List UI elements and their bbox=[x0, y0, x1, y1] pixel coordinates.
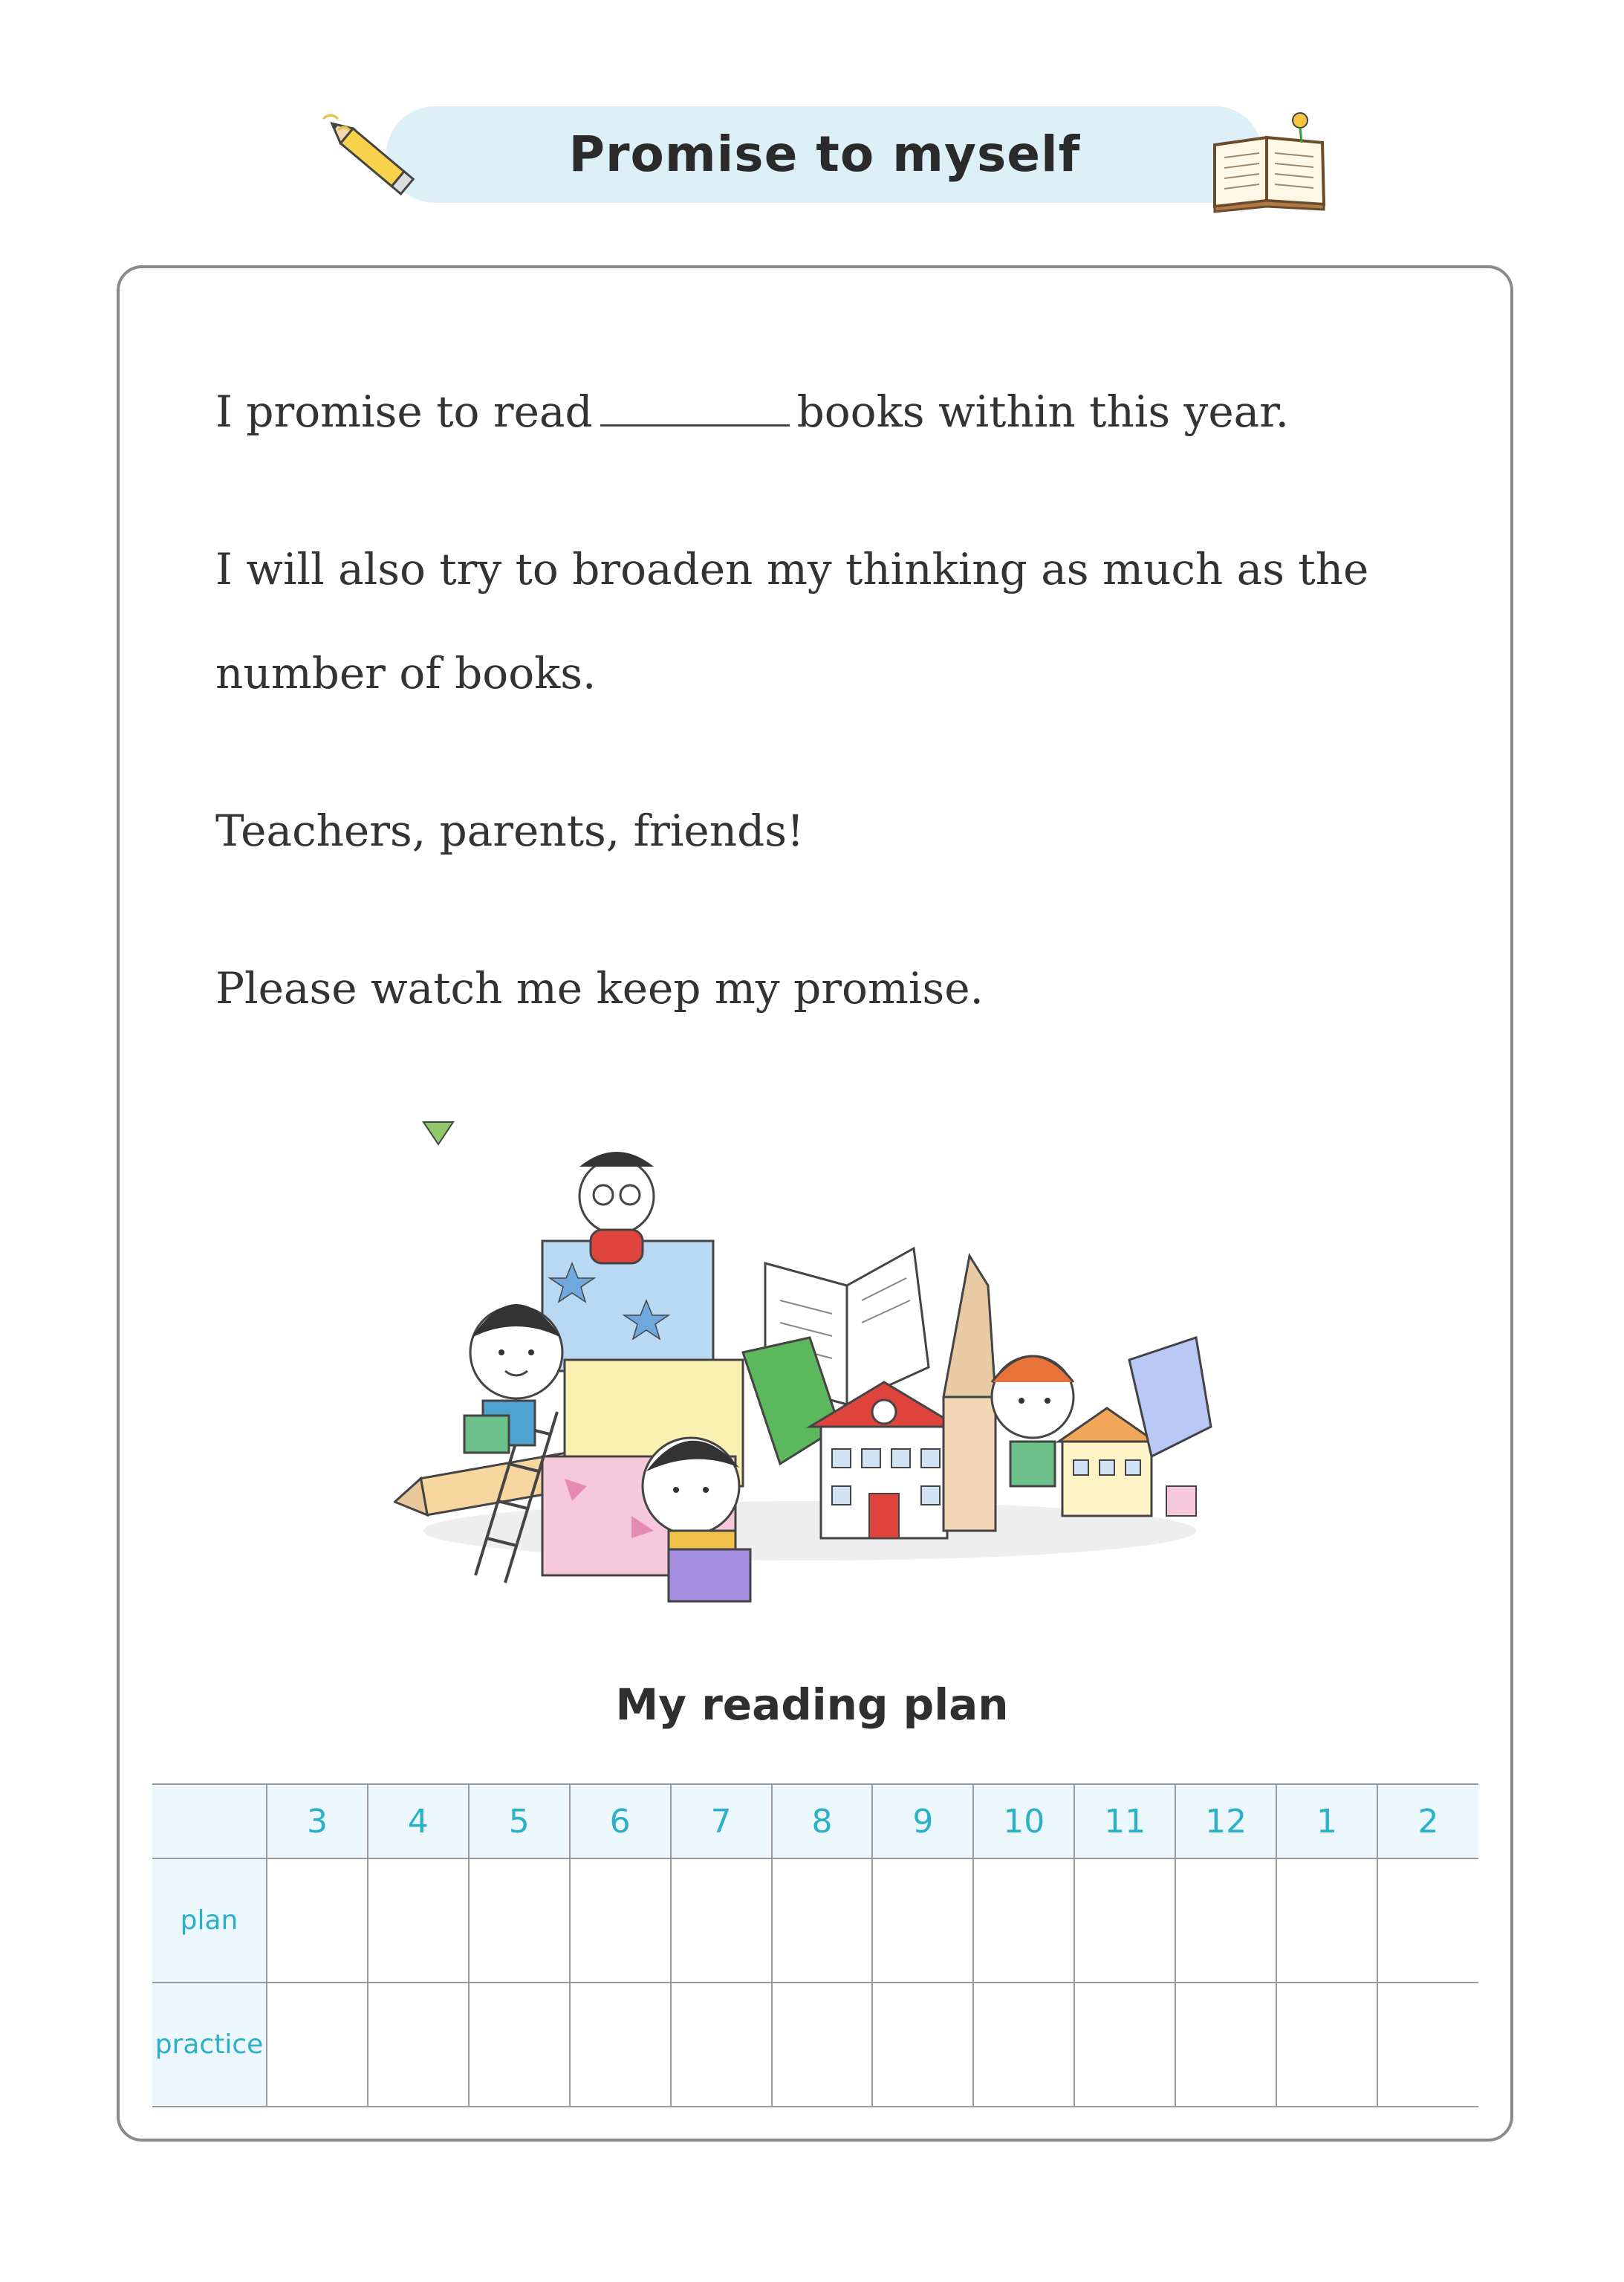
practice-cell[interactable] bbox=[973, 1983, 1074, 2107]
plan-cell[interactable] bbox=[772, 1858, 873, 1983]
plan-cell[interactable] bbox=[872, 1858, 973, 1983]
plan-cell[interactable] bbox=[570, 1858, 671, 1983]
plan-cell[interactable] bbox=[1276, 1858, 1377, 1983]
month-header: 10 bbox=[973, 1784, 1074, 1858]
open-book-icon bbox=[1204, 104, 1337, 215]
practice-cell[interactable] bbox=[1377, 1983, 1478, 2107]
month-header: 11 bbox=[1074, 1784, 1175, 1858]
plan-cell[interactable] bbox=[267, 1858, 368, 1983]
page-title: Promise to myself bbox=[568, 126, 1081, 183]
row-label-practice: practice bbox=[152, 1983, 267, 2107]
practice-cell[interactable] bbox=[772, 1983, 873, 2107]
month-header: 2 bbox=[1377, 1784, 1478, 1858]
month-header: 3 bbox=[267, 1784, 368, 1858]
plan-cell[interactable] bbox=[671, 1858, 772, 1983]
practice-cell[interactable] bbox=[1074, 1983, 1175, 2107]
practice-row bbox=[152, 1983, 1478, 2107]
title-banner bbox=[386, 106, 1263, 203]
promise-line-3: number of books. bbox=[215, 648, 597, 698]
row-label-plan: plan bbox=[152, 1858, 267, 1983]
reading-plan-title: My reading plan bbox=[615, 1679, 1009, 1730]
promise-line-2: I will also try to broaden my thinking as much as the bbox=[215, 544, 1369, 594]
month-header-row bbox=[152, 1784, 1478, 1858]
practice-cell[interactable] bbox=[267, 1983, 368, 2107]
pencil-icon bbox=[308, 104, 442, 215]
month-header: 4 bbox=[368, 1784, 469, 1858]
practice-cell[interactable] bbox=[1276, 1983, 1377, 2107]
reading-plan-table bbox=[152, 1783, 1478, 2107]
month-header: 6 bbox=[570, 1784, 671, 1858]
promise-line-1 bbox=[215, 386, 1289, 437]
promise-line-5: Please watch me keep my promise. bbox=[215, 963, 984, 1014]
promise-text-end: books within this year. bbox=[796, 386, 1290, 437]
table-corner bbox=[152, 1784, 267, 1858]
book-count-blank[interactable] bbox=[600, 424, 790, 427]
plan-cell[interactable] bbox=[469, 1858, 570, 1983]
practice-cell[interactable] bbox=[671, 1983, 772, 2107]
month-header: 5 bbox=[469, 1784, 570, 1858]
practice-cell[interactable] bbox=[469, 1983, 570, 2107]
plan-cell[interactable] bbox=[368, 1858, 469, 1983]
plan-row bbox=[152, 1858, 1478, 1983]
plan-cell[interactable] bbox=[973, 1858, 1074, 1983]
month-header: 8 bbox=[772, 1784, 873, 1858]
practice-cell[interactable] bbox=[1175, 1983, 1276, 2107]
practice-cell[interactable] bbox=[368, 1983, 469, 2107]
promise-line-4: Teachers, parents, friends! bbox=[215, 805, 805, 856]
practice-cell[interactable] bbox=[872, 1983, 973, 2107]
promise-text: I promise to read bbox=[215, 386, 593, 437]
plan-cell[interactable] bbox=[1175, 1858, 1276, 1983]
month-header: 1 bbox=[1276, 1784, 1377, 1858]
plan-cell[interactable] bbox=[1377, 1858, 1478, 1983]
children-reading-illustration bbox=[394, 1115, 1248, 1620]
practice-cell[interactable] bbox=[570, 1983, 671, 2107]
month-header: 7 bbox=[671, 1784, 772, 1858]
plan-cell[interactable] bbox=[1074, 1858, 1175, 1983]
month-header: 12 bbox=[1175, 1784, 1276, 1858]
month-header: 9 bbox=[872, 1784, 973, 1858]
